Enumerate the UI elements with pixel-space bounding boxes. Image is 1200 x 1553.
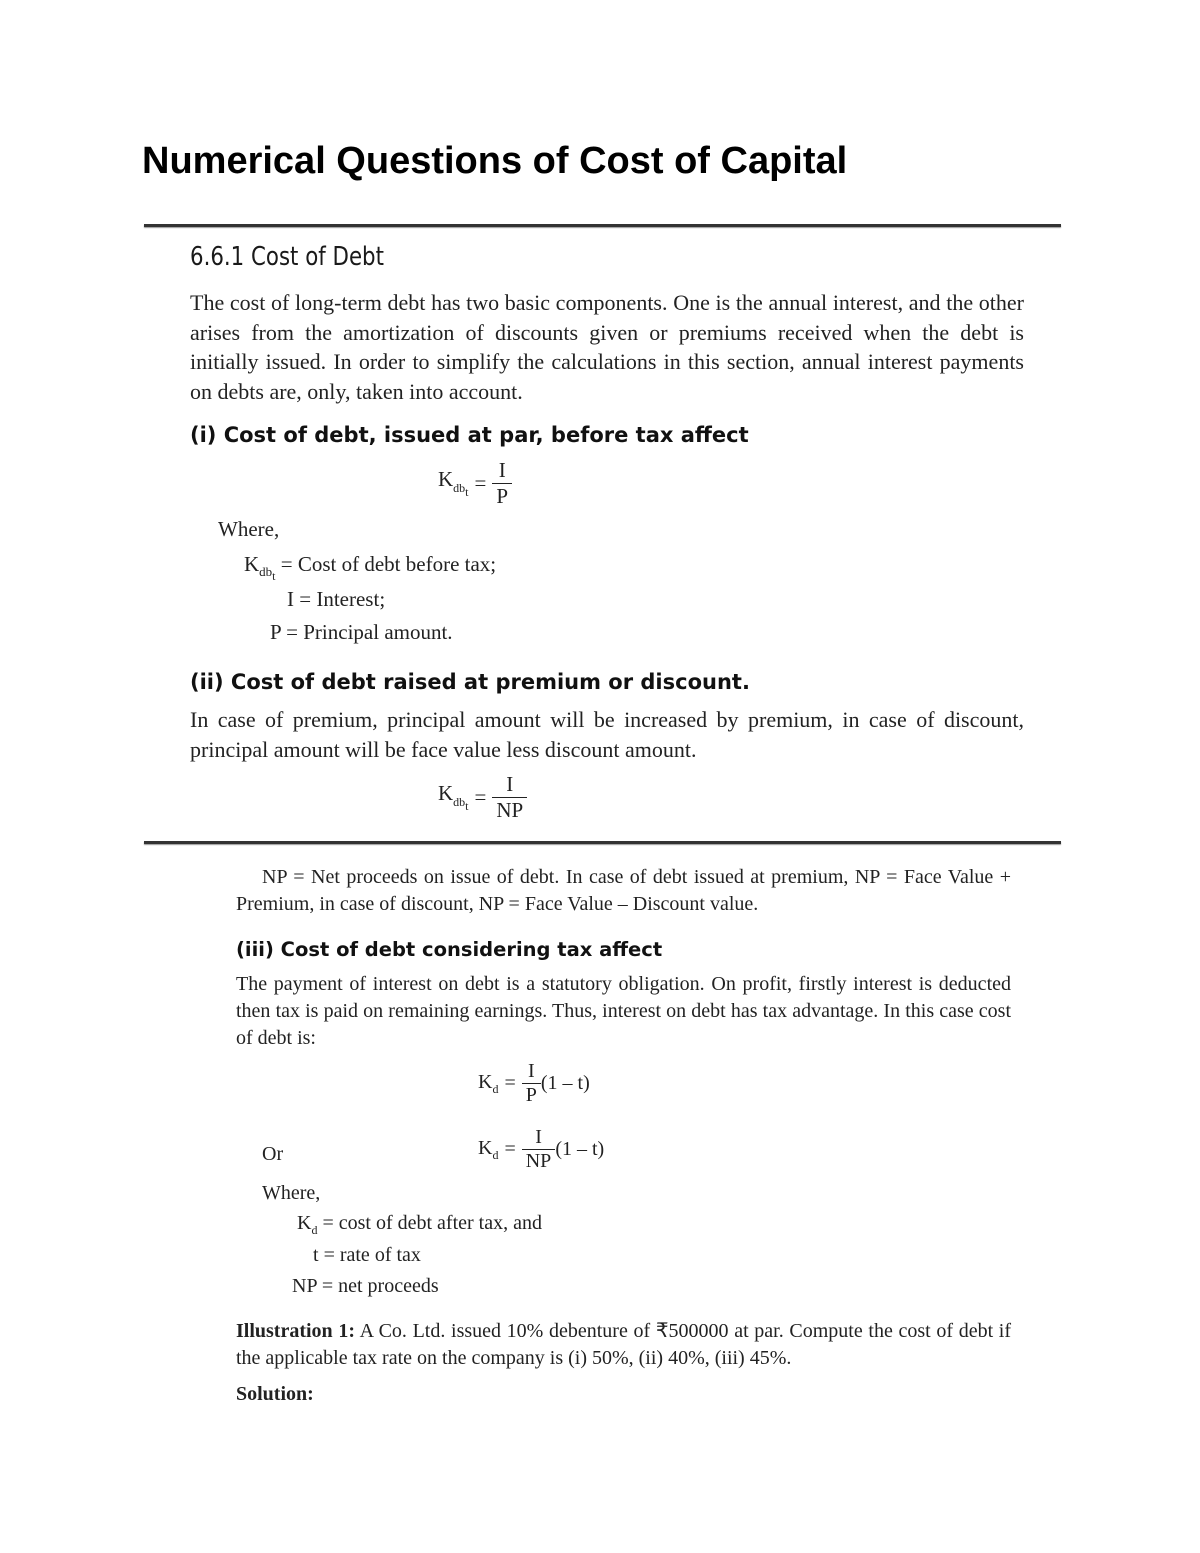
part1-def-kdbt: $K_{dbt}$ = Cost of debt before tax; xyxy=(244,552,497,584)
part2-np-definition: NP = Net proceeds on issue of debt. In case of debt issued at premium, NP = Face Value + Premium, in case of discount, NP = Face Value – Discount value. xyxy=(236,866,1011,915)
part3-def-kd: $K_d = \cos t$ of debt after tax, and xyxy=(297,1212,542,1237)
part3-def-np: NP = net proceeds xyxy=(292,1275,439,1297)
part2-heading: (ii) Cost of debt raised at premium or discount. xyxy=(190,670,750,694)
part1-heading: (i) Cost of debt, issued at par, before tax affect xyxy=(190,423,749,447)
illustration xyxy=(236,1318,1011,1372)
section-intro: The cost of long-term debt has two basic components. One is the annual interest, and the other arises from the amortization of discounts given or premiums received when the debt is initially issued. In order to simplify the calculations in this section, annual interest payments on debts are, only, taken into account. xyxy=(190,290,1024,404)
illustration-label: Illustration 1: xyxy=(236,1320,356,1342)
page-title: Numerical Questions of Cost of Capital xyxy=(142,140,848,182)
part1-formula: $K_{dbt}$ = $\frac{I}{P}$ xyxy=(438,458,512,509)
part3-text: The payment of interest on debt is a statutory obligation. On profit, firstly interest is deducted then tax is paid on remaining earnings. Thus, interest on debt has tax advantage. In this case cost of debt is: xyxy=(236,973,1011,1049)
part3-where: Where, xyxy=(262,1182,321,1204)
part3-or-label: Or xyxy=(262,1143,284,1165)
solution-label: Solution: xyxy=(236,1383,314,1405)
part2-text: In case of premium, principal amount will be increased by premium, in case of discount, principal amount will be face value less discount amount. xyxy=(190,707,1024,762)
part3-formula-2: $K_d$ = $\frac{I}{NP}$ (1 – t) xyxy=(478,1126,605,1172)
part2-formula: $K_{dbt}$ = $\frac{I}{NP}$ xyxy=(438,772,527,823)
mid-divider xyxy=(144,841,1061,844)
part3-heading: (iii) Cost of debt considering tax affect xyxy=(236,938,663,961)
section-heading: 6.6.1 Cost of Debt xyxy=(190,242,384,272)
illustration-text: A Co. Ltd. issued 10% debenture of ₹500000 at par. Compute the cost of debt if the applicable tax rate on the company is (i) 50%, (ii) 40%, (iii) 45%. xyxy=(236,1320,1012,1369)
part3-formula-1: $K_d$ = $\frac{I}{P}$ (1 – t) xyxy=(478,1060,590,1106)
part1-where: Where, xyxy=(218,517,280,541)
part1-def-p: P = Principal amount. xyxy=(270,620,453,644)
part3-def-t: t = rate of tax xyxy=(313,1244,421,1266)
top-divider xyxy=(144,224,1061,227)
part1-def-i: I = Interest; xyxy=(287,587,386,611)
